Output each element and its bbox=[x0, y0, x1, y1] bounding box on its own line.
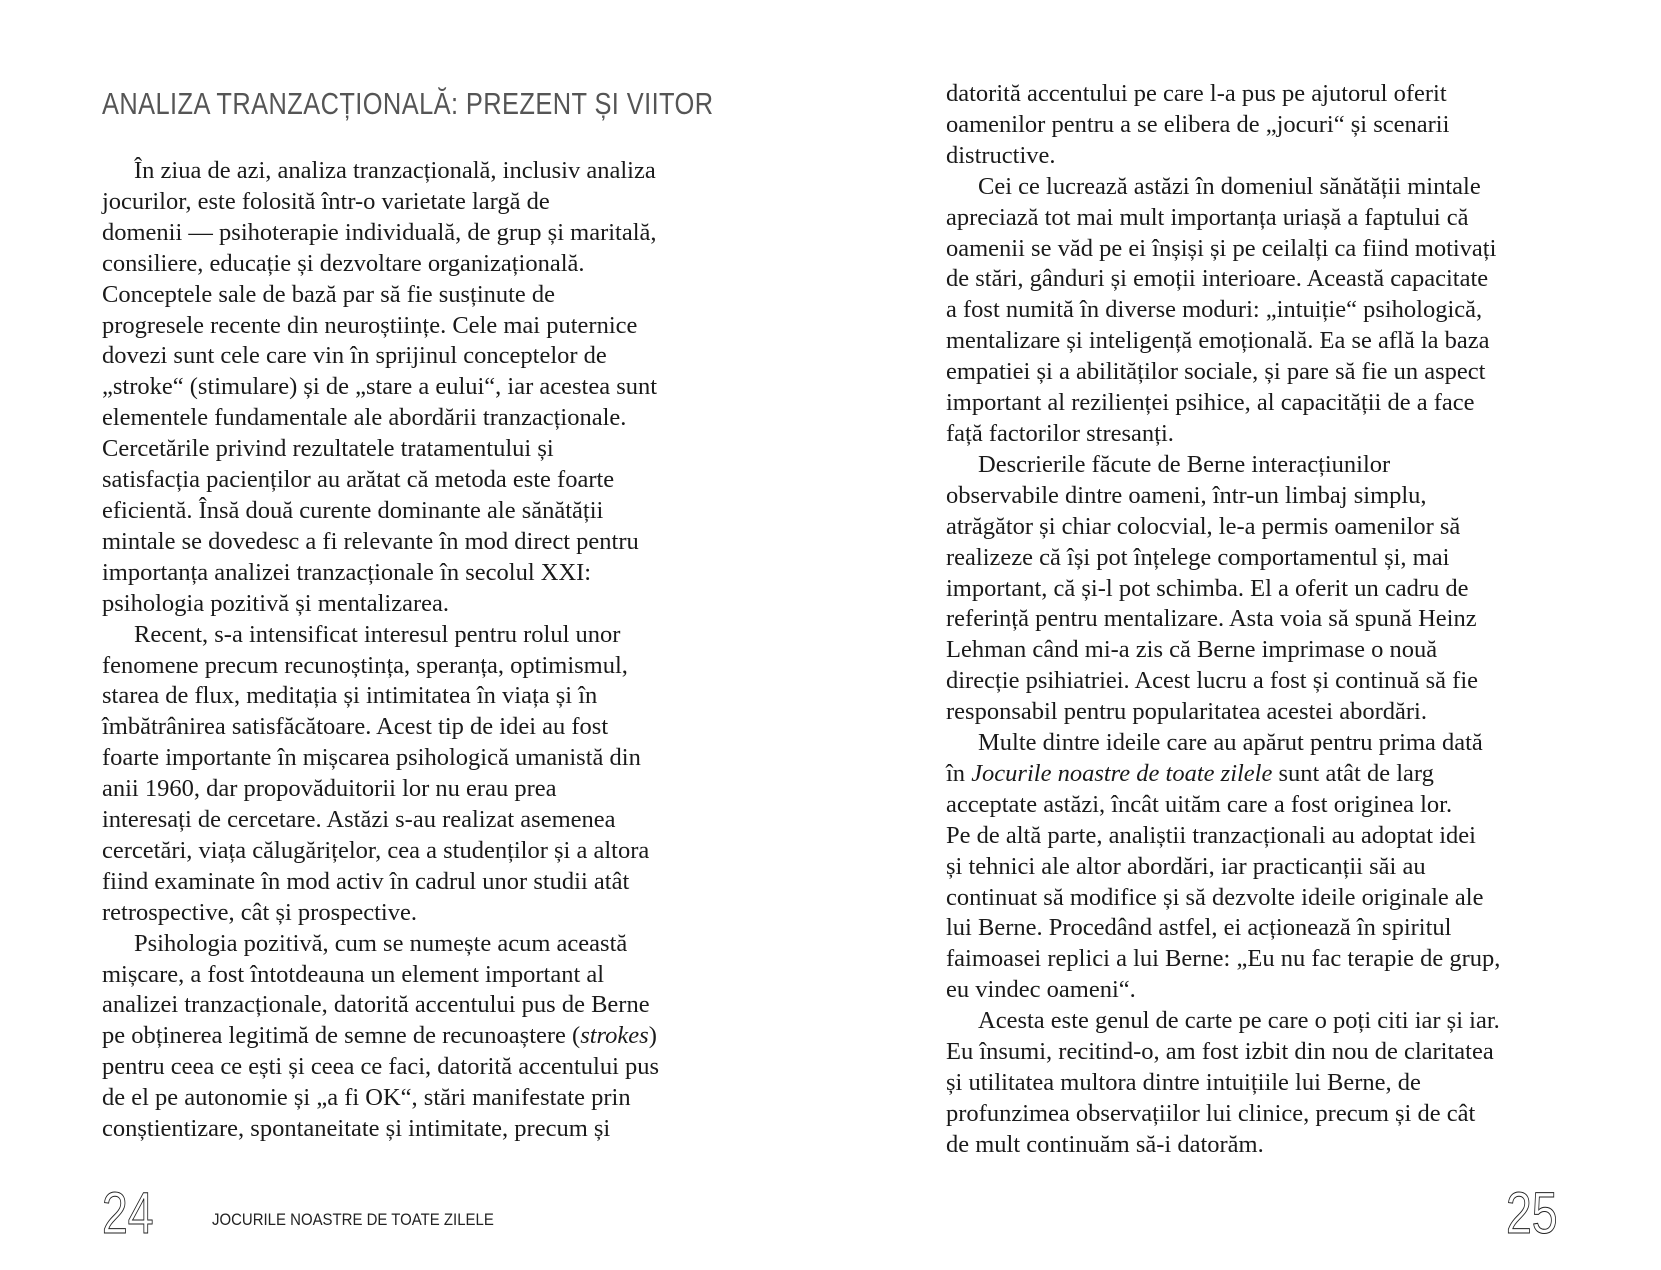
text-line: fenomene precum recunoștința, speranța, optimismul, bbox=[102, 651, 628, 679]
text-line: cercetări, viața călugărițelor, cea a studenților și a altora bbox=[102, 836, 650, 864]
text-line: datorită accentului pe care l-a pus pe ajutorul oferit bbox=[946, 80, 1447, 107]
text-line: satisfacția pacienților au arătat că metoda este foarte bbox=[102, 466, 615, 494]
text-line: Multe dintre ideile care au apărut pentru prima dată bbox=[978, 729, 1483, 757]
text-line: mișcare, a fost întotdeauna un element important al bbox=[102, 960, 605, 988]
text-line: și tehnici ale altor abordări, iar practicanții săi au bbox=[946, 852, 1426, 880]
paragraph bbox=[102, 156, 742, 620]
text-line: de el pe autonomie și „a fi OK“, stări manifestate prin bbox=[102, 1084, 631, 1112]
text-line: Eu însumi, recitind-o, am fost izbit din nou de claritatea bbox=[946, 1038, 1494, 1066]
text-line: observabile dintre oameni, într-un limbaj simplu, bbox=[946, 481, 1427, 509]
text-line: Recent, s-a intensificat interesul pentru rolul unor bbox=[134, 620, 621, 648]
text-line bbox=[946, 759, 1586, 790]
right-page-body bbox=[946, 79, 1586, 1161]
text-line: Cercetările privind rezultatele tratamentului și bbox=[102, 435, 554, 463]
section-heading: ANALIZA TRANZACȚIONALĂ: PREZENT ȘI VIITOR bbox=[102, 86, 714, 121]
paragraph bbox=[946, 450, 1586, 728]
text-line: retrospective, cât și prospective. bbox=[102, 898, 417, 926]
text-line: distructive. bbox=[946, 141, 1056, 169]
text-line: Cei ce lucrează astăzi în domeniul sănătății mintale bbox=[978, 172, 1481, 200]
text-line: de stări, gânduri și emoții interioare. Această capacitate bbox=[946, 265, 1489, 293]
text-line: elementele fundamentale ale abordării tranzacționale. bbox=[102, 404, 627, 432]
running-title: JOCURILE NOASTRE DE TOATE ZILELE bbox=[212, 1210, 494, 1229]
text-line: consiliere, educație și dezvoltare organizațională. bbox=[102, 249, 585, 277]
text-line: empatiei și a abilităților sociale, și pare să fie un aspect bbox=[946, 358, 1486, 386]
text-line: continuat să modifice și să dezvolte ideile originale ale bbox=[946, 883, 1484, 911]
italic-text: strokes bbox=[580, 1022, 649, 1050]
left-page-body bbox=[102, 156, 742, 1145]
text-line: și utilitatea multora dintre intuițiile lui Berne, de bbox=[946, 1069, 1421, 1096]
text-line: starea de flux, meditația și intimitatea în viața și în bbox=[102, 682, 598, 710]
text-line: atrăgător și chiar colocvial, le-a permis oamenilor să bbox=[946, 512, 1461, 540]
text-line: a fost numită în diverse moduri: „intuiție“ psihologică, bbox=[946, 296, 1483, 324]
text-line: Conceptele sale de bază par să fie susținute de bbox=[102, 280, 556, 308]
text-segment: ) bbox=[648, 1022, 657, 1050]
text-line: anii 1960, dar propovăduitorii lor nu erau prea bbox=[102, 775, 557, 803]
text-line: eficientă. Însă două curente dominante ale sănătății bbox=[102, 496, 604, 524]
text-line: „stroke“ (stimulare) și de „stare a eului“, iar acestea sunt bbox=[102, 373, 658, 401]
text-segment: în bbox=[946, 759, 972, 787]
text-line: dovezi sunt cele care vin în sprijinul conceptelor de bbox=[102, 342, 607, 370]
paragraph bbox=[102, 929, 742, 1145]
text-line: Descrierile făcute de Berne interacțiunilor bbox=[978, 450, 1391, 478]
text-line: față factorilor stresanți. bbox=[946, 419, 1174, 447]
text-line: În ziua de azi, analiza tranzacțională, inclusiv analiza bbox=[134, 157, 656, 184]
text-line: jocurilor, este folosită într-o varietate largă de bbox=[102, 187, 550, 215]
text-line: lui Berne. Procedând astfel, ei acționează în spiritul bbox=[946, 914, 1452, 942]
text-line: Pe de altă parte, analiștii tranzacționali au adoptat idei bbox=[946, 821, 1476, 849]
text-line: direcție psihiatriei. Acest lucru a fost și continuă să fie bbox=[946, 667, 1479, 695]
text-line: foarte importante în mișcarea psihologică umanistă din bbox=[102, 744, 641, 772]
text-line bbox=[102, 1021, 742, 1052]
text-segment: pe obținerea legitimă de semne de recunoaștere ( bbox=[102, 1022, 581, 1050]
text-line: de mult continuăm să-i datorăm. bbox=[946, 1130, 1264, 1158]
text-line: domenii — psihoterapie individuală, de grup și maritală, bbox=[102, 218, 657, 246]
text-line: oamenilor pentru a se elibera de „jocuri“ și scenarii bbox=[946, 110, 1450, 138]
text-line: apreciază tot mai mult importanța uriașă a faptului că bbox=[946, 203, 1469, 231]
text-line: interesați de cercetare. Astăzi s-au realizat asemenea bbox=[102, 806, 616, 834]
text-line: psihologia pozitivă și mentalizarea. bbox=[102, 589, 449, 617]
italic-text: Jocurile noastre de toate zilele bbox=[971, 759, 1273, 787]
text-line: importanța analizei tranzacționale în secolul XXI: bbox=[102, 558, 592, 586]
text-line: acceptate astăzi, încât uităm care a fost originea lor. bbox=[946, 790, 1453, 818]
text-line: responsabil pentru popularitatea acestei abordări. bbox=[946, 698, 1427, 726]
text-line: mentalizare și inteligență emoțională. Ea se află la baza bbox=[946, 327, 1490, 355]
text-line: progresele recente din neuroștiințe. Cele mai puternice bbox=[102, 311, 638, 339]
text-line: fiind examinate în mod activ în cadrul unor studii atât bbox=[102, 867, 630, 895]
text-line: eu vindec oameni“. bbox=[946, 976, 1136, 1004]
text-line: Acesta este genul de carte pe care o poți citi iar și iar. bbox=[978, 1007, 1500, 1035]
page-number-left: 24 bbox=[102, 1181, 154, 1246]
paragraph bbox=[946, 172, 1586, 450]
text-segment: sunt atât de larg bbox=[1272, 759, 1434, 787]
text-line: oamenii se văd pe ei înșiși și pe ceilalți ca fiind motivați bbox=[946, 234, 1497, 262]
text-line: referință pentru mentalizare. Asta voia să spună Heinz bbox=[946, 605, 1477, 633]
page-number-right: 25 bbox=[1506, 1181, 1558, 1246]
text-line: profunzimea observațiilor lui clinice, precum și de cât bbox=[946, 1099, 1476, 1127]
text-line: pentru ceea ce ești și ceea ce faci, datorită accentului pus bbox=[102, 1053, 660, 1081]
text-line: important al rezilienței psihice, al capacității de a face bbox=[946, 389, 1475, 417]
text-line: Psihologia pozitivă, cum se numește acum această bbox=[134, 929, 628, 957]
text-line: faimoasei replici a lui Berne: „Eu nu fac terapie de grup, bbox=[946, 945, 1501, 973]
text-line: îmbătrânirea satisfăcătoare. Acest tip de idei au fost bbox=[102, 713, 609, 741]
paragraph bbox=[946, 1006, 1586, 1161]
text-line: important, că și-l pot schimba. El a oferit un cadru de bbox=[946, 574, 1469, 602]
paragraph bbox=[102, 620, 742, 929]
text-line: conștientizare, spontaneitate și intimitate, precum și bbox=[102, 1115, 611, 1143]
paragraph bbox=[946, 728, 1586, 1006]
text-line: Lehman când mi-a zis că Berne imprimase o nouă bbox=[946, 636, 1438, 664]
text-line: analizei tranzacționale, datorită accentului pus de Berne bbox=[102, 991, 650, 1019]
paragraph bbox=[946, 79, 1586, 172]
text-line: realizeze că își pot înțelege comportamentul și, mai bbox=[946, 543, 1450, 571]
text-line: mintale se dovedesc a fi relevante în mod direct pentru bbox=[102, 527, 639, 555]
